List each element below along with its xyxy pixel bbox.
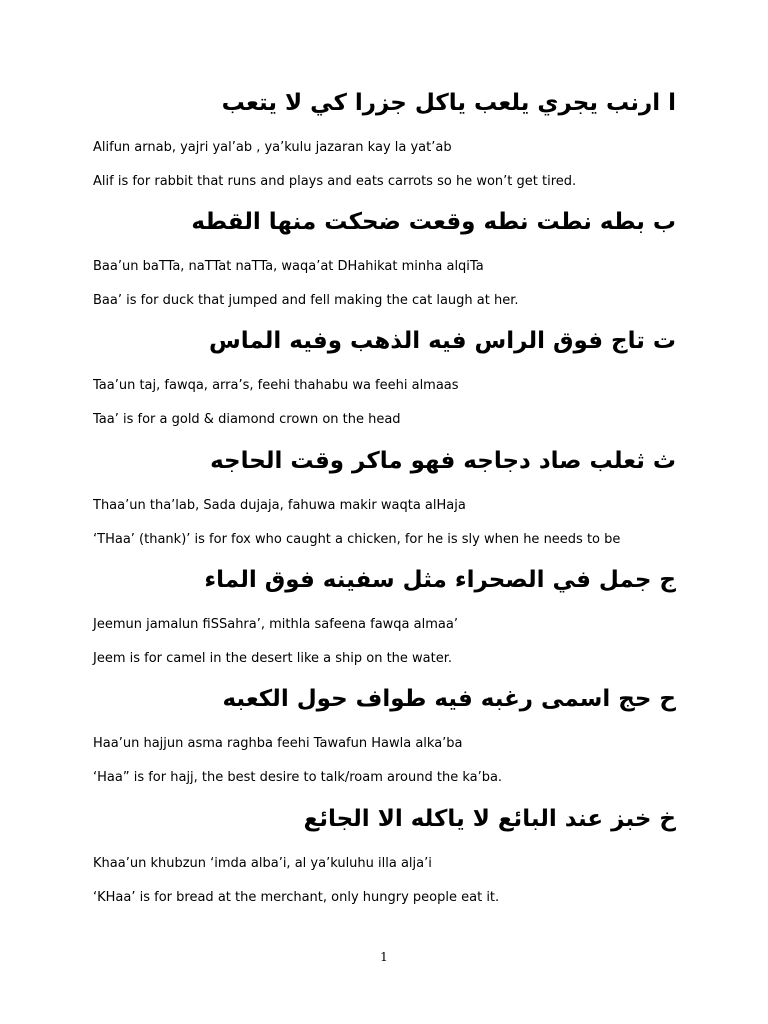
transliteration-line: Thaa’un tha’lab, Sada dujaja, fahuwa makir waqta alHaja [93, 498, 466, 513]
arabic-verse: ب بطه نطت نطه وقعت ضحكت منها القطه [191, 209, 676, 235]
arabic-verse: خ خبز عند البائع لا ياكله الا الجائع [303, 806, 676, 832]
entry-haa [93, 684, 676, 786]
meaning-line: Baa’ is for duck that jumped and fell making the cat laugh at her. [93, 293, 519, 308]
arabic-verse: ج جمل في الصحراء مثل سفينه فوق الماء [204, 567, 676, 593]
transliteration-line: Haa’un hajjun asma raghba feehi Tawafun Hawla alka’ba [93, 736, 463, 751]
arabic-verse: ت تاج فوق الراس فيه الذهب وفيه الماس [208, 328, 676, 354]
arabic-verse: ث ثعلب صاد دجاجه فهو ماكر وقت الحاجه [210, 448, 676, 474]
transliteration-line: Taa’un taj, fawqa, arra’s, feehi thahabu wa feehi almaas [93, 378, 459, 393]
entry-jeem [93, 565, 676, 667]
meaning-line: Taa’ is for a gold & diamond crown on the head [93, 412, 401, 427]
arabic-verse: ح حج اسمى رغبه فيه طواف حول الكعبه [222, 686, 676, 712]
transliteration-line: Khaa’un khubzun ‘imda alba’i, al ya’kuluhu illa alja’i [93, 856, 432, 871]
entry-baa [93, 207, 676, 309]
meaning-line: Alif is for rabbit that runs and plays and eats carrots so he won’t get tired. [93, 174, 577, 189]
meaning-line: ‘KHaa’ is for bread at the merchant, only hungry people eat it. [93, 890, 500, 905]
arabic-verse: ا ارنب يجري يلعب ياكل جزرا كي لا يتعب [221, 90, 676, 116]
meaning-line: Jeem is for camel in the desert like a ship on the water. [93, 651, 453, 666]
transliteration-line: Alifun arnab, yajri yal’ab , ya’kulu jazaran kay la yat’ab [93, 140, 452, 155]
entry-khaa [93, 804, 676, 906]
transliteration-line: Baa’un baTTa, naTTat naTTa, waqa’at DHahikat minha alqiTa [93, 259, 484, 274]
meaning-line: ‘Haa” is for hajj, the best desire to talk/roam around the ka’ba. [93, 770, 503, 785]
entry-thaa [93, 446, 676, 548]
page-number: 1 [380, 950, 388, 964]
meaning-line: ‘THaa’ (thank)’ is for fox who caught a chicken, for he is sly when he needs to be [93, 532, 621, 547]
entry-alif [93, 88, 676, 190]
entry-taa [93, 326, 676, 428]
transliteration-line: Jeemun jamalun fiSSahra’, mithla safeena fawqa almaa’ [93, 617, 458, 632]
